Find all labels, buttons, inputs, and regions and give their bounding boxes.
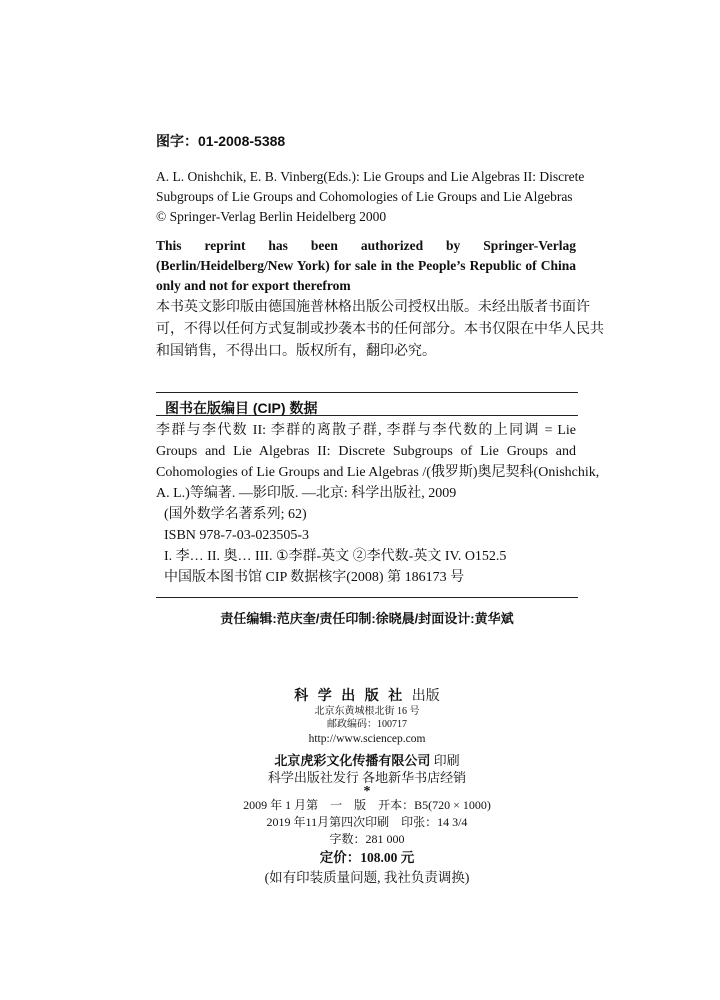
cip-line: Cohomologies of Lie Groups and Lie Algebras /(俄罗斯)奥尼契科(Onishchik,	[156, 465, 600, 480]
responsible-editors: 责任编辑:范庆奎/责任印制:徐晓晨/封面设计:黄华斌	[220, 611, 514, 626]
separator-star: *	[363, 784, 371, 799]
original-line: © Springer-Verlag Berlin Heidelberg 2000	[156, 209, 387, 224]
rights-line: 和国销售，不得出口。版权所有，翻印必究。	[156, 344, 436, 359]
distribution-line: 科学出版社发行 各地新华书店经销	[267, 770, 467, 785]
printing-line: 2019 年11月第四次印刷 印张：14 3/4	[266, 815, 468, 829]
rights-line: 本书英文影印版由德国施普林格出版公司授权出版。未经出版者书面许	[156, 300, 590, 315]
cip-line: A. L.)等编著. —影印版. —北京: 科学出版社, 2009	[156, 486, 457, 501]
word-count: 字数：281 000	[329, 832, 405, 846]
cip-data-number: 中国版本图书馆 CIP 数据核字(2008) 第 186173 号	[164, 570, 465, 585]
publisher-url: http://www.sciencep.com	[308, 733, 426, 745]
publisher-suffix: 出版	[411, 689, 440, 704]
cip-line: Groups and Lie Algebras II: Discrete Subgroups of Lie Groups and	[156, 444, 576, 459]
contract-number: 图字：01-2008-5388	[156, 133, 286, 149]
cip-series: (国外数学名著系列; 62)	[164, 507, 307, 522]
original-line: A. L. Onishchik, E. B. Vinberg(Eds.): Lie Groups and Lie Algebras II: Discrete	[156, 169, 585, 184]
original-line: Subgroups of Lie Groups and Cohomologies of Lie Groups and Lie Algebras	[156, 189, 573, 204]
cip-title: 图书在版编目 (CIP) 数据	[165, 400, 318, 416]
edition-line: 2009 年 1 月第 一 版 开本：B5(720 × 1000)	[243, 798, 491, 812]
cip-block	[156, 420, 600, 588]
publisher-block	[156, 685, 578, 888]
reprint-notice: This reprint has been authorized by Springer-Verlag (Berlin/Heidelberg/New York) for sale in the People’s Republic of China only and not for export therefrom	[156, 238, 576, 293]
publisher-name-line	[156, 685, 578, 705]
publisher-address: 北京东黄城根北街 16 号	[314, 706, 420, 717]
printer-line	[156, 750, 578, 769]
cip-title-rule	[156, 415, 578, 416]
rights-statement	[156, 297, 604, 363]
price: 定价：108.00 元	[319, 850, 415, 865]
quality-note: (如有印装质量问题, 我社负责调换)	[264, 870, 470, 885]
cip-isbn: ISBN 978-7-03-023505-3	[164, 528, 310, 543]
rights-line: 可，不得以任何方式复制或抄袭本书的任何部分。本书仅限在中华人民共	[156, 322, 604, 337]
cip-top-rule	[156, 392, 578, 393]
cip-bottom-rule	[156, 597, 578, 598]
printer-suffix: 印刷	[433, 753, 460, 768]
publisher-postcode: 邮政编码：100717	[327, 719, 407, 730]
cip-subjects: I. 李… II. 奥… III. ①李群-英文 ②李代数-英文 IV. O152.5	[164, 549, 507, 564]
original-edition-info	[156, 167, 585, 227]
publisher-name: 科 学 出 版 社	[294, 689, 406, 704]
printer-name: 北京虎彩文化传播有限公司	[274, 753, 431, 768]
cip-line: 李群与李代数 II: 李群的离散子群, 李群与李代数的上同调 = Lie	[156, 423, 576, 438]
